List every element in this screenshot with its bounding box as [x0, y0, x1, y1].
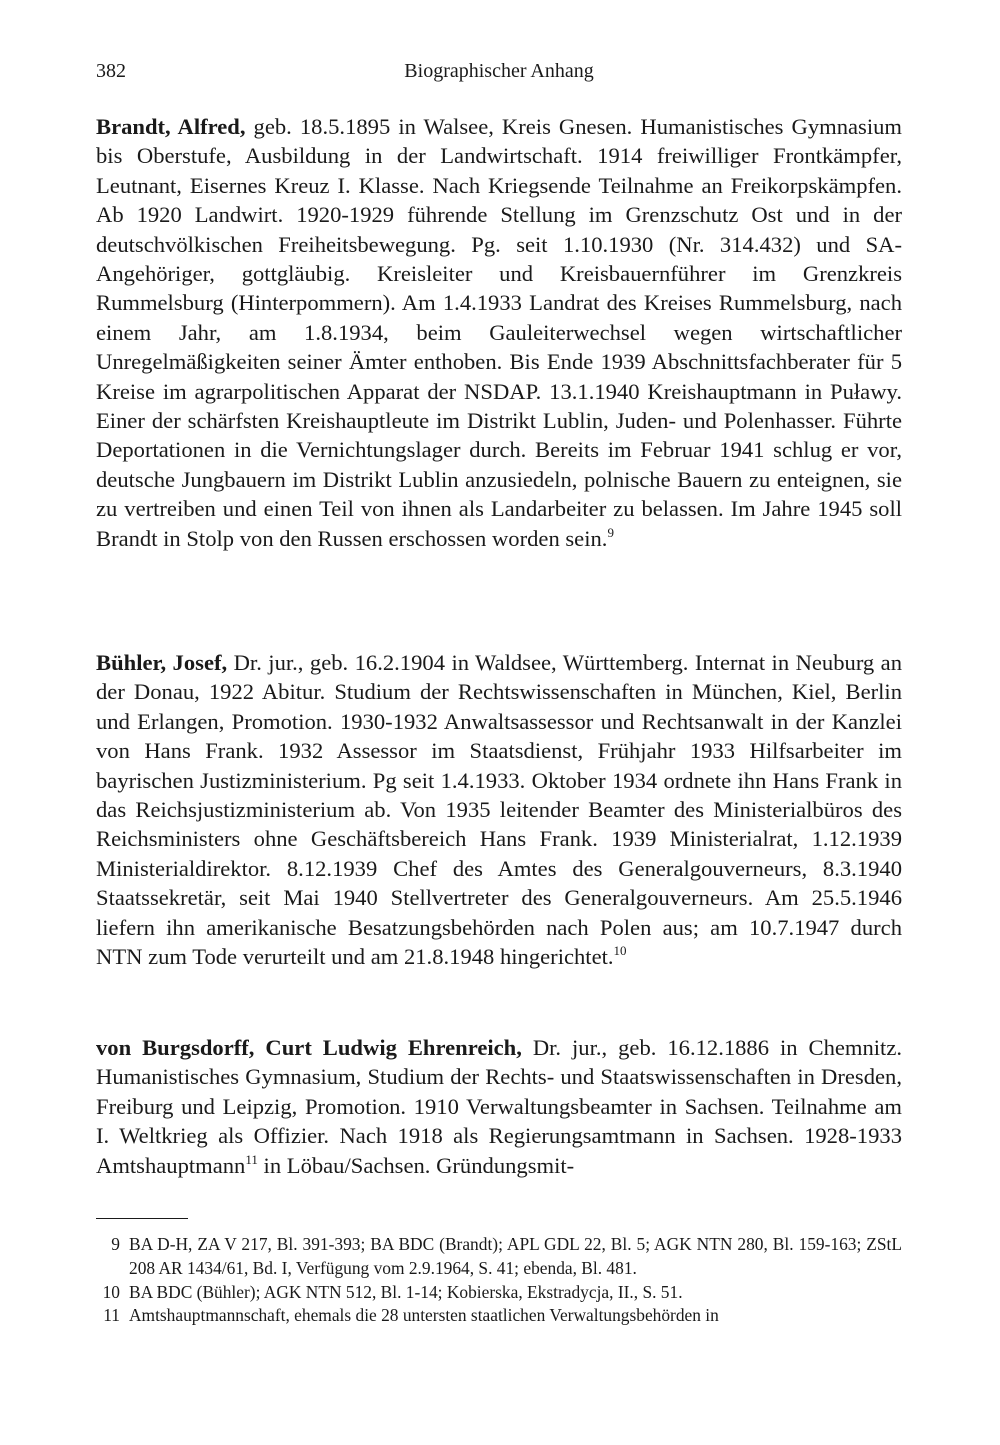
running-head: [96, 60, 902, 90]
entry-name: von Burgsdorff, Curt Ludwig Ehrenreich,: [96, 1035, 522, 1060]
footnote-10: [96, 1281, 902, 1305]
biography-entry-buehler: [96, 648, 902, 971]
footnote-number: 9: [111, 1234, 120, 1254]
running-title: Biographischer Anhang: [404, 60, 594, 82]
page-number: 382: [96, 60, 126, 82]
biography-entry-brandt: [96, 112, 902, 553]
footnote-number: 10: [102, 1281, 120, 1302]
footnote-text: Amtshauptmannschaft, ehemals die 28 untersten staatlichen Verwaltungsbehörden in: [129, 1305, 719, 1326]
biography-entry-burgsdorff: [96, 1033, 902, 1180]
entry-name: Bühler, Josef,: [96, 650, 228, 675]
footnote-reference[interactable]: 10: [613, 943, 627, 959]
entry-text: geb. 18.5.1895 in Walsee, Kreis Gnesen. Humanistisches Gymnasium bis Oberstufe, Ausbildung in der Landwirtschaft. 1914 freiwilliger Frontkämpfer, Leutnant, Eisernes Kreuz I. Klasse. Nach Kriegsende Teilnahme an Freikorpskämpfen. Ab 1920 Landwirt. 1920-1929 führende Stellung im Grenzschutz Ost und in der deutschvölkischen Freiheitsbewegung. Pg. seit 1.10.1930 (Nr. 314.432) und SA-Angehöriger, gottgläubig. Kreisleiter und Kreisbauernführer im Grenzkreis Rummelsburg (Hinterpommern). Am 1.4.1933 Landrat des Kreises Rummelsburg, nach einem Jahr, am 1.8.1934, beim Gauleiterwechsel wegen wirtschaftlicher Unregelmäßigkeiten seiner Ämter enthoben. Bis Ende 1939 Abschnittsfachberater für 5 Kreise im agrarpolitischen Apparat der NSDAP. 13.1.1940 Kreishauptmann in Puławy. Einer der schärfsten Kreishauptleute im Distrikt Lublin, Juden- und Polenhasser. Führte Deportationen in die Vernichtungslager durch. Bereits im Februar 1941 schlug er vor, deutsche Jungbauern im Distrikt Lublin anzusiedeln, polnische Bauern zu enteignen, sie zu vertreiben und einen Teil von ihnen als Landarbeiter zu belassen. Im Jahre 1945 soll Brandt in Stolp von den Russen erschossen worden sein.: [96, 114, 902, 551]
footnotes: [96, 1233, 902, 1328]
entry-name: Brandt, Alfred,: [96, 114, 246, 139]
entry-text: Dr. jur., geb. 16.2.1904 in Waldsee, Württemberg. Internat in Neuburg an der Donau, 1922 Abitur. Studium der Rechtswissenschaften in München, Kiel, Berlin und Erlangen, Promotion. 1930-1932 Anwaltsassessor und Rechtsanwalt in der Kanzlei von Hans Frank. 1932 Assessor im Staatsdienst, Frühjahr 1933 Hilfsarbeiter im bayrischen Justizministerium. Pg seit 1.4.1933. Oktober 1934 ordnete ihn Hans Frank in das Reichsjustizministerium ab. Von 1935 leitender Beamter des Ministerialbüros des Reichsministers ohne Geschäftsbereich Hans Frank. 1939 Ministerialrat, 1.12.1939 Ministerialdirektor. 8.12.1939 Chef des Amtes des Generalgouverneurs, 8.3.1940 Staatssekretär, seit Mai 1940 Stellvertreter des Generalgouverneurs. Am 25.5.1946 liefern ihn amerikanische Besatzungsbehörden nach Polen aus; am 10.7.1947 durch NTN zum Tode verurteilt und am 21.8.1948 hingerichtet.: [96, 650, 903, 970]
footnote-9: [96, 1233, 902, 1281]
footnote-11: [96, 1304, 902, 1328]
footnote-reference[interactable]: 11: [245, 1151, 258, 1167]
footnote-text: BA D-H, ZA V 217, Bl. 391-393; BA BDC (Brandt); APL GDL 22, Bl. 5; AGK NTN 280, Bl. 159-163; ZStL 208 AR 1434/61, Bd. I, Verfügung vom 2.9.1964, S. 41; ebenda, Bl. 481.: [129, 1234, 902, 1278]
footnote-text: BA BDC (Bühler); AGK NTN 512, Bl. 1-14; Kobierska, Ekstradycja, II., S. 51.: [129, 1281, 683, 1302]
footnote-reference[interactable]: 9: [607, 524, 614, 540]
footnote-separator: [96, 1218, 188, 1219]
entry-text-continued: in Löbau/Sachsen. Gründungsmit-: [257, 1152, 575, 1178]
entry-text: Dr. jur., geb. 16.12.1886 in Chemnitz. Humanistisches Gymnasium, Studium der Rechts- und Staatswissenschaften in Dresden, Freiburg und Leipzig, Promotion. 1910 Verwaltungsbeamter in Sachsen. Teilnahme am I. Weltkrieg als Offizier. Nach 1918 als Regierungsamtmann in Sachsen. 1928-1933 Amtshauptmann: [96, 1035, 903, 1178]
footnote-number: 11: [103, 1305, 120, 1326]
